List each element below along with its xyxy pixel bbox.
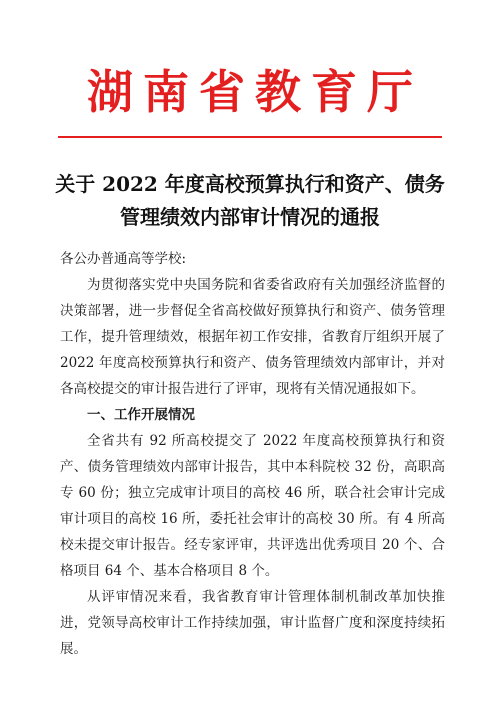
salutation: 各公办普通高等学校: <box>60 251 187 267</box>
document-title-line-1: 关于 2022 年度高校预算执行和资产、债务 <box>55 172 445 196</box>
document-title-line-2: 管理绩效内部审计情况的通报 <box>120 205 380 229</box>
document-body <box>60 246 445 662</box>
intro-paragraph: 为贯彻落实党中央国务院和省委省政府有关加强经济监督的决策部署，进一步督促全省高校做好预算执行和资产、债务管理工作，提升管理绩效，根据年初工作安排，省教育厅组织开展了 2022 年度高校预算执行和资产、债务管理绩效内部审计，并对各高校提交的审计报告进行了评审，现将有关情况通报如下。 <box>60 277 445 397</box>
section-1-paragraph-2: 从评审情况来看，我省教育审计管理体制机制改革加快推进，党领导高校审计工作持续加强，审计监督广度和深度持续拓展。 <box>60 589 445 657</box>
document-title <box>40 168 460 234</box>
section-1-paragraph-1: 全省共有 92 所高校提交了 2022 年度高校预算执行和资产、债务管理绩效内部审计报告，其中本科院校 32 份，高职高专 60 份；独立完成审计项目的高校 46 所，联合社会审计完成审计项目的高校 16 所，委托社会审计的高校 30 所。有 4 所高校未提交审计报告。经专家评审，共评选出优秀项目 20 个、合格项目 64 个、基本合格项目 8 个。 <box>60 433 445 579</box>
letterhead-divider <box>58 136 442 138</box>
agency-letterhead: 湖南省教育厅 <box>87 65 423 119</box>
section-heading-1: 一、工作开展情况 <box>87 407 195 423</box>
